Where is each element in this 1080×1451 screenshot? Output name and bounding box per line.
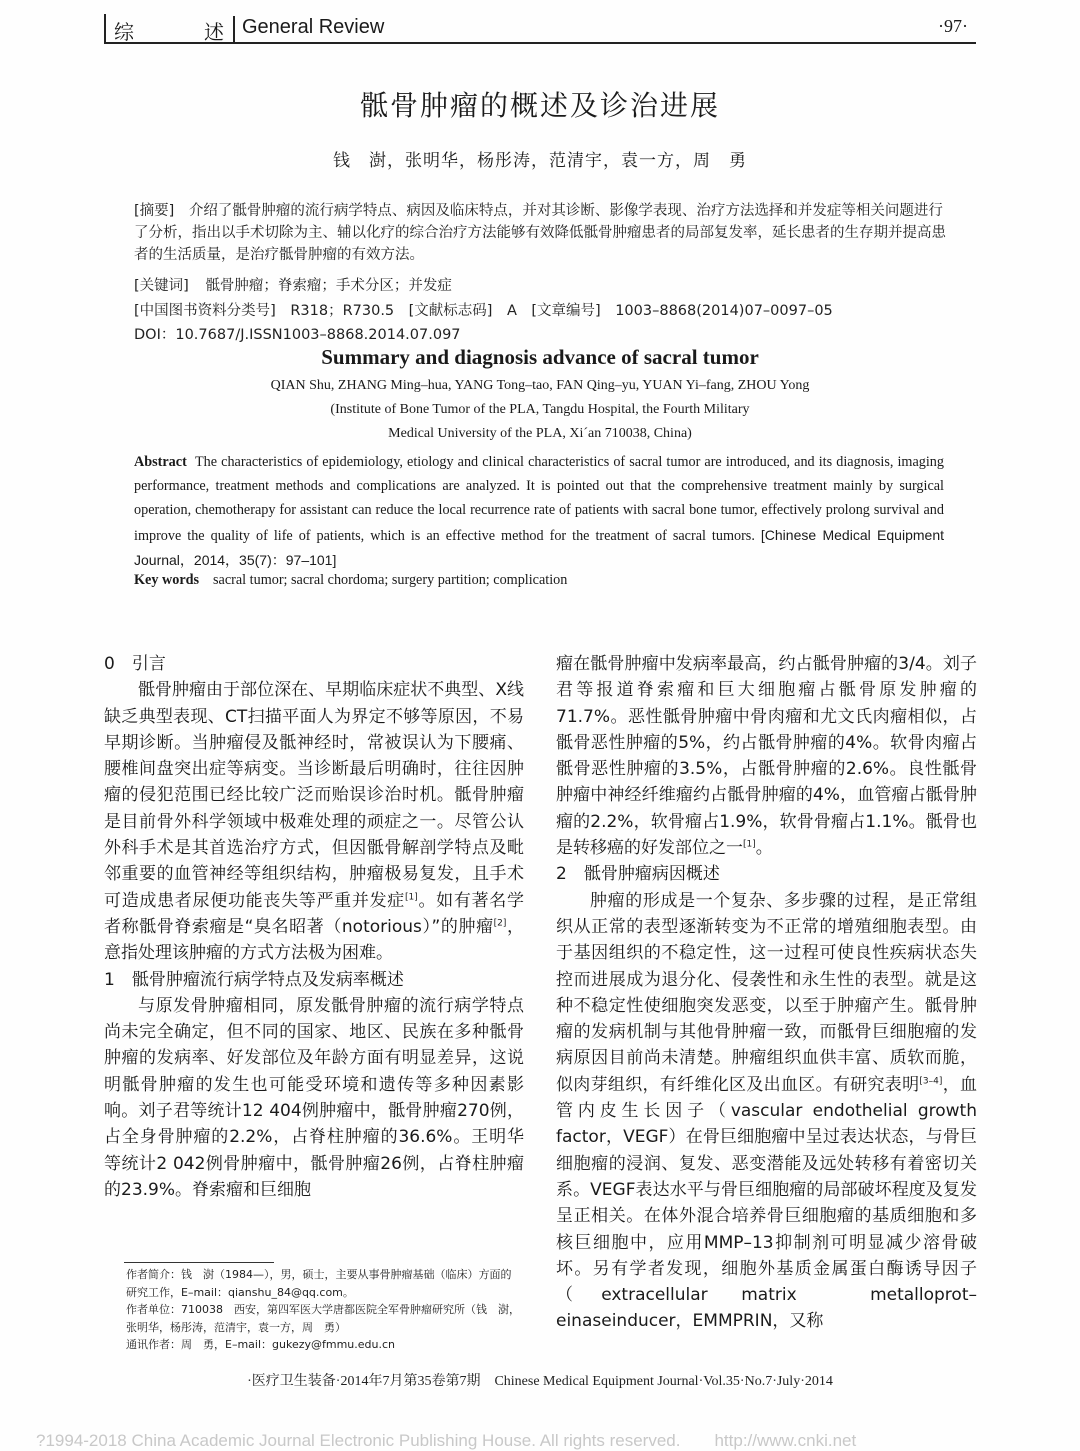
header-separator bbox=[233, 16, 235, 42]
abstract-cn-text: 介绍了骶骨肿瘤的流行病学特点、病因及临床特点，并对其诊断、影像学表现、治疗方法选择和并发症等相关问题进行了分析，指出以手术切除为主、辅以化疗的综合治疗方法能够有效降低骶骨肿瘤患者的局部复发率，延长患者的生存期并提高患者的生活质量，是治疗骶骨肿瘤的有效方法。 bbox=[134, 203, 946, 263]
section-heading-0: 0 引言 bbox=[104, 654, 166, 674]
section-heading-2: 2 骶骨肿瘤病因概述 bbox=[556, 864, 720, 885]
reference-marker[interactable]: [3–4] bbox=[919, 1076, 943, 1087]
citation: [Chinese Medical Equipment Journal，2014，35(7)：97–101] bbox=[134, 526, 944, 568]
keywords-en-text: sacral tumor; sacral chordoma; surgery partition; complication bbox=[213, 572, 568, 588]
keywords-en bbox=[134, 572, 567, 589]
authors-cn: 钱 澍，张明华，杨彤涛，范清宇，袁一方，周 勇 bbox=[333, 151, 747, 171]
paragraph-epidemiology: 与原发骨肿瘤相同，原发骶骨肿瘤的流行病学特点尚未完全确定，但不同的国家、地区、民族在多种骶骨肿瘤的发病率、好发部位及年龄方面有明显差异，这说明骶骨肿瘤的发生也可能受环境和遗传等多种因素影响。刘子君等统计12 404例肿瘤中，骶骨肿瘤270例，占全身骨肿瘤的2.2%，占脊柱肿瘤的36.6%。王明华等统计2 042例骨肿瘤中，骶骨肿瘤26例，占脊柱肿瘤的23.9%。脊索瘤和巨细胞 bbox=[104, 995, 524, 1200]
paragraph-intro bbox=[104, 677, 524, 966]
text-run: 。 bbox=[755, 838, 773, 859]
section-label-cn-1: 综 bbox=[114, 20, 134, 44]
section-heading-1: 1 骶骨肿瘤流行病学特点及发病率概述 bbox=[104, 969, 404, 990]
keywords-en-label: Key words bbox=[134, 572, 200, 588]
author-footnote bbox=[126, 1266, 526, 1354]
keywords-cn-label: [关键词] bbox=[134, 278, 189, 294]
abstract-en-label: Abstract bbox=[134, 454, 187, 470]
affiliation-en-2: Medical University of the PLA, Xi´an 710038, China) bbox=[388, 426, 692, 441]
header-rule bbox=[104, 42, 976, 44]
text-run: 肿瘤的形成是一个复杂、多步骤的过程，是正常组织从正常的表型逐渐转变为不正常的增殖细胞表型。由于基因组织的不稳定性，这一过程可使良性疾病状态失控而进展成为退分化、侵袭性和永生性的表型。就是这种不稳定性使细胞突发恶变，以至于肿瘤产生。骶骨肿瘤的发病机制与其他骨肿瘤一致，而骶骨巨细胞瘤的发病原因目前尚未清楚。肿瘤组织血供丰富、质软而脆，似肉芽组织，有纤维化区及出血区。有研究表明 bbox=[556, 890, 977, 1095]
section-label-en: General Review bbox=[242, 16, 385, 38]
keywords-cn bbox=[134, 274, 452, 295]
header-left-bar bbox=[104, 14, 106, 42]
abstract-cn-label: [摘要] bbox=[134, 203, 175, 219]
classification-line: [中国图书资料分类号] R318；R730.5 [文献标志码] A [文章编号] 1003–8868(2014)07–0097–05 bbox=[134, 303, 833, 319]
footnote-line: 张明华，杨彤涛，范清宇，袁一方，周 勇） bbox=[126, 1320, 346, 1334]
text-run: 。如有著名学者称骶骨脊索瘤是“臭名昭著（notorious）”的肿瘤 bbox=[104, 890, 525, 937]
affiliation-en-1: (Institute of Bone Tumor of the PLA, Tangdu Hospital, the Fourth Military bbox=[330, 402, 750, 417]
section-label-cn-2: 述 bbox=[204, 20, 224, 44]
paragraph-epidemiology-cont bbox=[556, 651, 977, 861]
text-run: 骶骨肿瘤由于部位深在、早期临床症状不典型、X线缺乏典型表现、CT扫描平面人为界定不够等原因，不易早期诊断。当肿瘤侵及骶神经时，常被误认为下腰痛、腰椎间盘突出症等病变。当诊断最后明确时，往往因肿瘤的侵犯范围已经比较广泛而贻误诊治时机。骶骨肿瘤是目前骨外科学领域中极难处理的顽症之一。尽管公认外科手术是其首选治疗方式，但因骶骨解剖学特点及毗邻重要的血管神经等组织结构，肿瘤极易复发，且手术可造成患者尿便功能丧失等严重并发症 bbox=[104, 680, 524, 911]
cnki-watermark: ?1994-2018 China Academic Journal Electronic Publishing House. All rights reserved. http://www.cnki.net bbox=[36, 1431, 857, 1450]
text-run: 瘤在骶骨肿瘤中发病率最高，约占骶骨肿瘤的3/4。刘子君等报道脊索瘤和巨大细胞瘤占骶骨原发肿瘤的71.7%。恶性骶骨肿瘤中骨肉瘤和尤文氏肉瘤相似，占骶骨恶性肿瘤的5%，约占骶骨肿瘤的4%。软骨肉瘤占骶骨恶性肿瘤的3.5%，占骶骨肿瘤的2.6%。良性骶骨肿瘤中神经纤维瘤约占骶骨肿瘤的4%，血管瘤占骶骨肿瘤的2.2%，软骨瘤占1.9%，软骨骨瘤占1.1%。骶骨也是转移癌的好发部位之一 bbox=[556, 654, 977, 859]
text-run: ，意指处理该肿瘤的方式方法极为困难。 bbox=[104, 916, 524, 964]
keywords-cn-text: 骶骨肿瘤；脊索瘤；手术分区；并发症 bbox=[205, 278, 452, 294]
footnote-line: 作者单位：710038 西安，第四军医大学唐都医院全军骨肿瘤研究所（钱 澍， bbox=[126, 1303, 520, 1317]
paragraph-etiology bbox=[556, 888, 977, 1335]
footnote-line: 通讯作者：周 勇，E–mail：gukezy@fmmu.edu.cn bbox=[126, 1338, 396, 1352]
abstract-en-text: The characteristics of epidemiology, etiology and clinical characteristics of sacral tumor are introduced, and its diagnosis, imaging performance, treatment methods and complications are analyzed. It is pointed out that the comprehensive treatment mainly by surgical operation, chemotherapy for assistant can reduce the local recurrence rate of patients with sacral bone tumor, effectively prolong survival and improve the quality of life of patients, which is an effective method for the treatment of sacral tumors. bbox=[134, 454, 944, 544]
body-left-column bbox=[104, 651, 524, 1203]
running-header bbox=[104, 14, 976, 44]
footnote-line: 作者简介：钱 澍（1984—），男，硕士，主要从事骨肿瘤基础（临床）方面的 bbox=[126, 1268, 512, 1281]
page-footer: ·医疗卫生装备·2014年7月第35卷第7期 Chinese Medical Equipment Journal·Vol.35·No.7·July·2014 bbox=[247, 1374, 833, 1389]
article-title-en: Summary and diagnosis advance of sacral tumor bbox=[321, 345, 759, 369]
abstract-cn bbox=[134, 200, 946, 266]
reference-marker[interactable]: [1] bbox=[405, 892, 418, 903]
article-title-cn: 骶骨肿瘤的概述及诊治进展 bbox=[359, 89, 720, 122]
doi: DOI：10.7687/J.ISSN1003–8868.2014.07.097 bbox=[134, 327, 461, 343]
reference-marker[interactable]: [2] bbox=[493, 918, 507, 929]
footnote-rule bbox=[124, 1262, 274, 1263]
text-run: ，血管内皮生长因子（vascular endothelial growth factor，VEGF）在骨巨细胞瘤中呈过表达状态，与骨巨细胞瘤的浸润、复发、恶变潜能及远处转移有着密切关系。VEGF表达水平与骨巨细胞瘤的局部破坏程度及复发呈正相关。在体外混合培养骨巨细胞瘤的基质细胞和多核巨细胞中，应用MMP–13抑制剂可明显减少溶骨破坏。另有学者发现，细胞外基质金属蛋白酶诱导因子（extracellular matrix metalloprot–einaseinducer，EMMPRIN，又称 bbox=[556, 1074, 978, 1332]
reference-marker[interactable]: [1] bbox=[743, 839, 756, 850]
authors-en: QIAN Shu, ZHANG Ming–hua, YANG Tong–tao, FAN Qing–yu, YUAN Yi–fang, ZHOU Yong bbox=[270, 378, 810, 393]
footnote-line: 研究工作，E–mail：qianshu_84@qq.com。 bbox=[126, 1285, 354, 1299]
page-number: ·97· bbox=[938, 16, 968, 36]
body-right-column bbox=[556, 651, 977, 1335]
abstract-en bbox=[134, 450, 944, 573]
